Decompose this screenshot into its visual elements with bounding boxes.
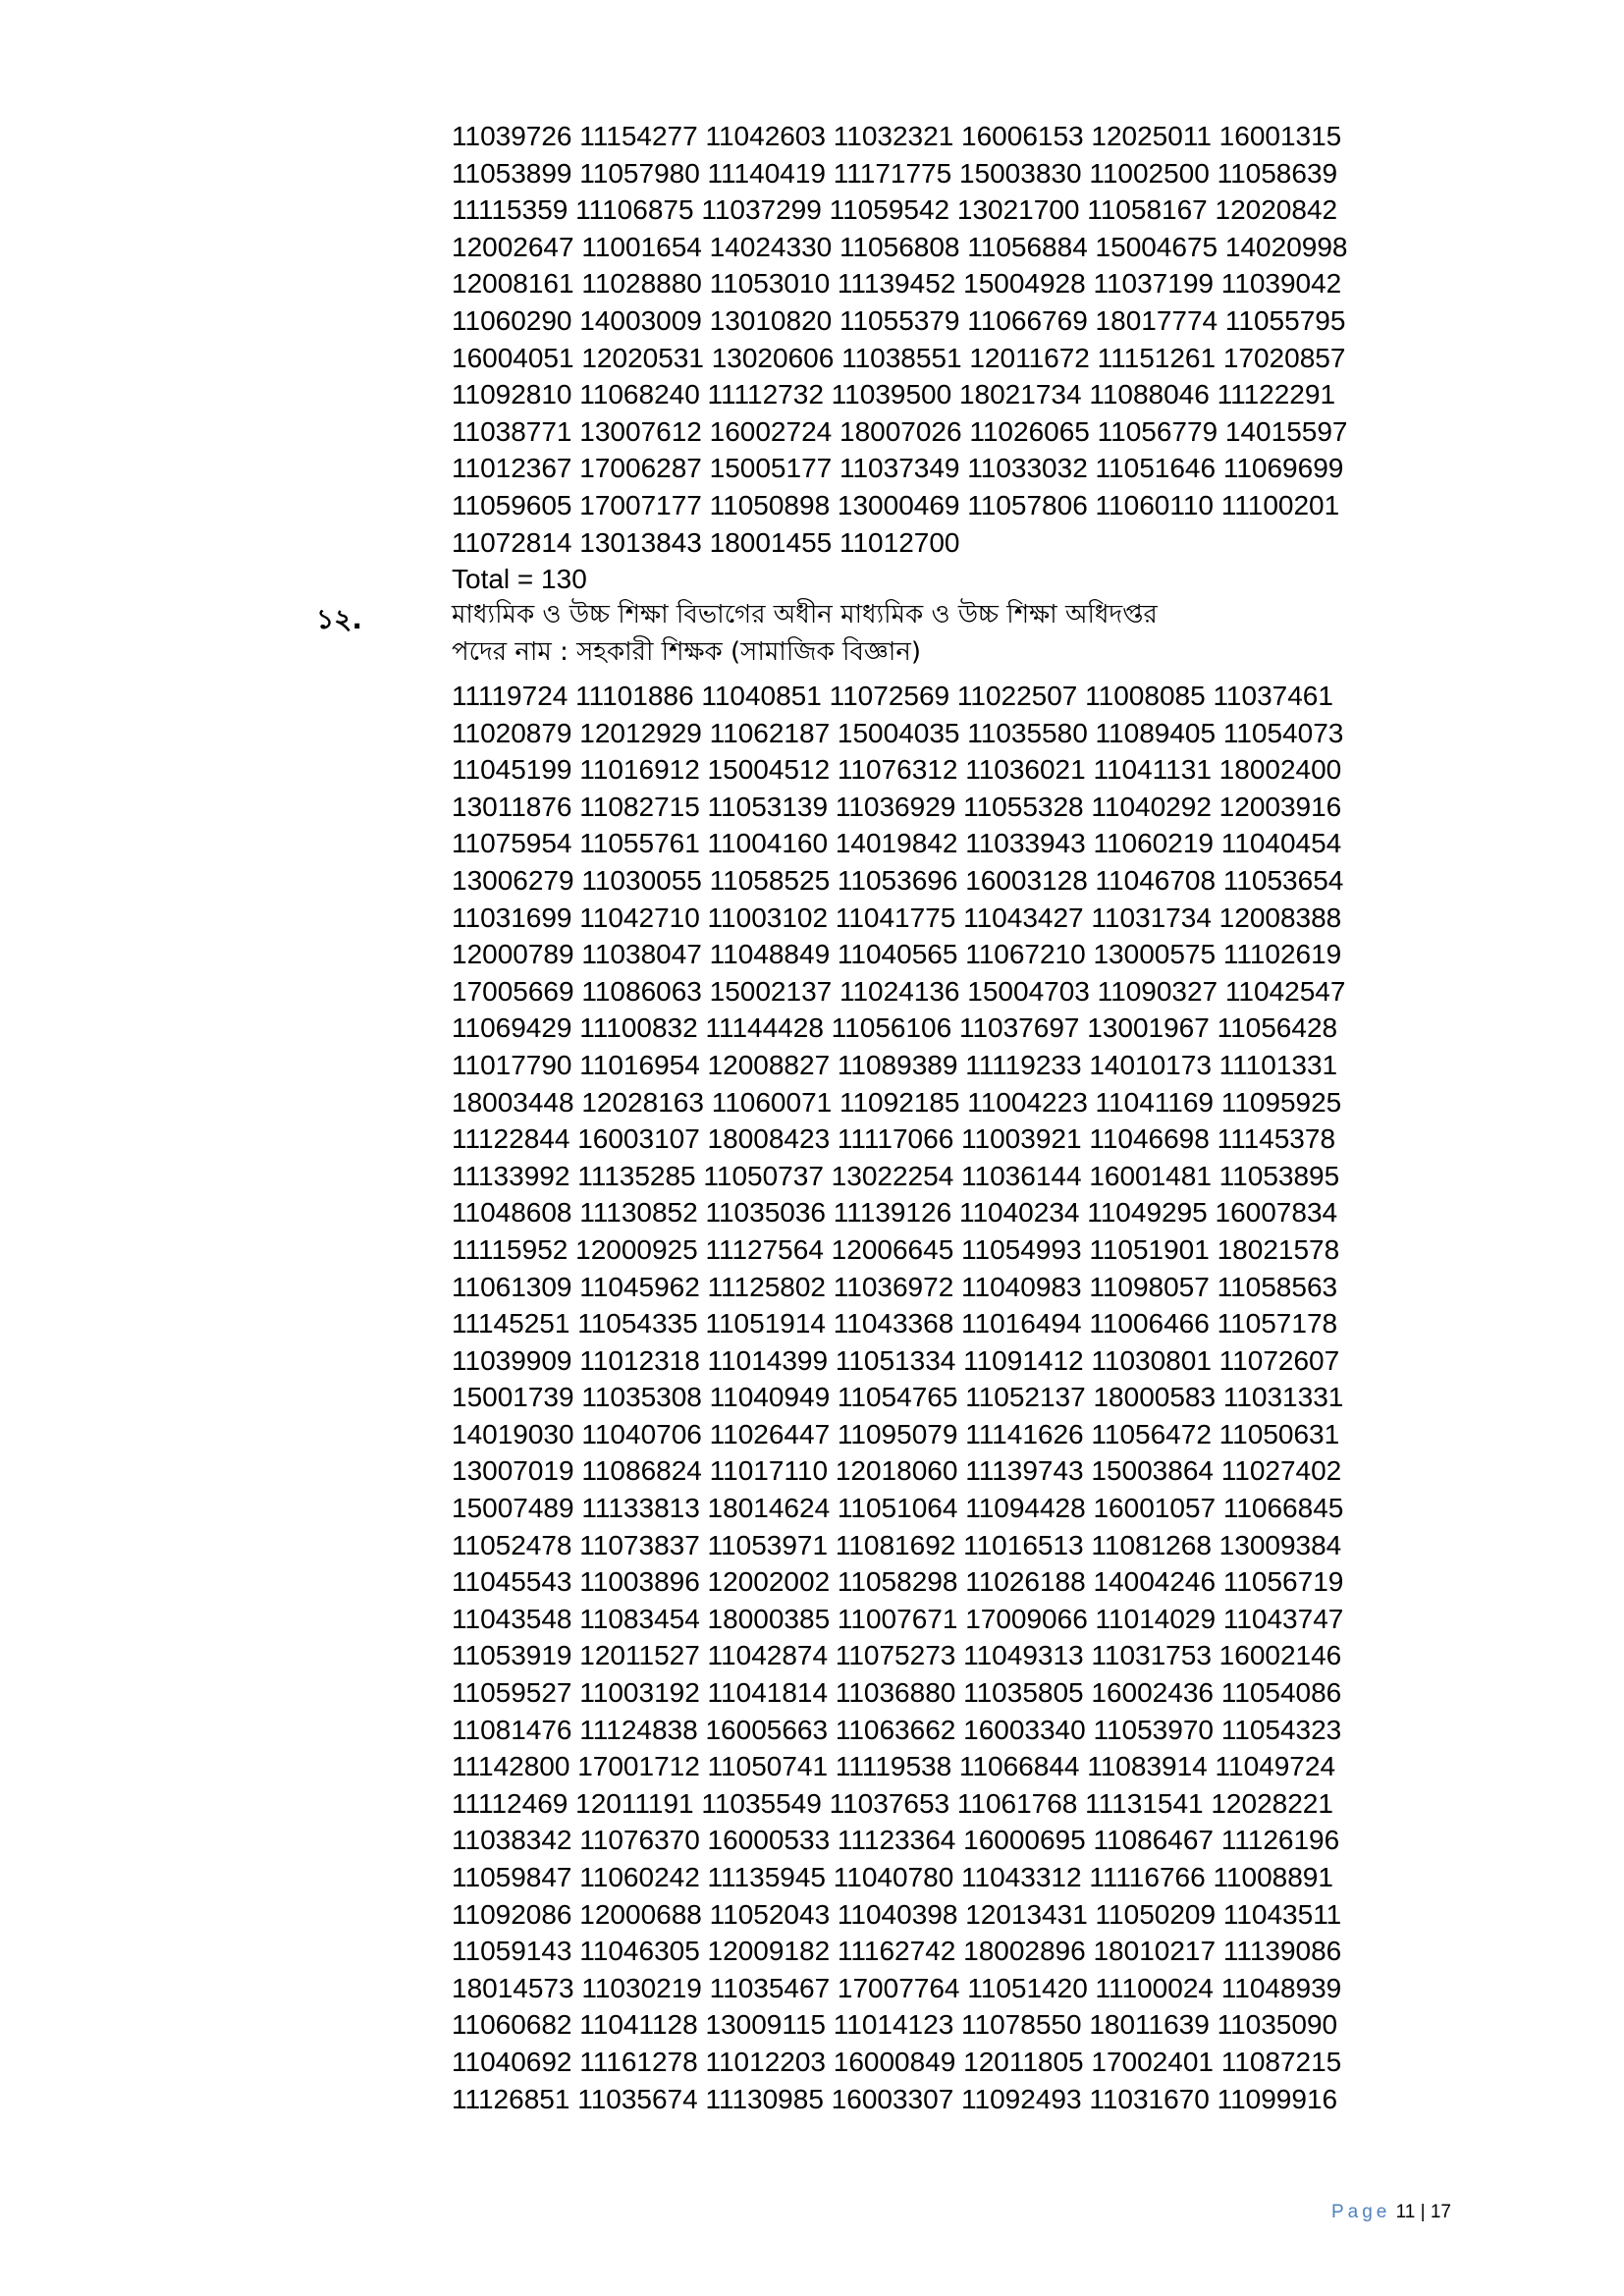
roll-number-line: 11092086 12000688 11052043 11040398 12013431 11050209 11043511 <box>452 1898 1342 1930</box>
roll-number-line: 13011876 11082715 11053139 11036929 11055328 11040292 12003916 <box>452 791 1342 822</box>
roll-number-line: 11039909 11012318 11014399 11051334 11091412 11030801 11072607 <box>452 1344 1340 1376</box>
roll-number-line: 12008161 11028880 11053010 11139452 15004928 11037199 11039042 <box>452 268 1342 300</box>
roll-number-line: 11053919 12011527 11042874 11075273 11049313 11031753 16002146 <box>452 1640 1342 1671</box>
roll-number-line: 11059527 11003192 11041814 11036880 11035805 16002436 11054086 <box>452 1677 1342 1709</box>
roll-number-line: 13007019 11086824 11017110 12018060 11139743 15003864 11027402 <box>452 1455 1342 1487</box>
roll-number-line: 11045199 11016912 15004512 11076312 11036021 11041131 18002400 <box>452 754 1342 786</box>
post-name-heading: পদের নাম : সহকারী শিক্ষক (সামাজিক বিজ্ঞান) <box>452 637 922 667</box>
roll-number-line: 11115359 11106875 11037299 11059542 13021700 11058167 12020842 <box>452 194 1338 226</box>
roll-number-line: 11040692 11161278 11012203 16000849 12011805 17002401 11087215 <box>452 2046 1342 2077</box>
roll-number-line: 11061309 11045962 11125802 11036972 11040983 11098057 11058563 <box>452 1271 1338 1302</box>
roll-number-line: 11075954 11055761 11004160 14019842 11033943 11060219 11040454 <box>452 828 1342 859</box>
roll-number-line: 11012367 17006287 15005177 11037349 11033032 11051646 11069699 <box>452 453 1344 484</box>
roll-number-line: 11060682 11041128 13009115 11014123 11078550 18011639 11035090 <box>452 2009 1338 2041</box>
roll-number-line: 11059847 11060242 11135945 11040780 11043312 11116766 11008891 <box>452 1862 1333 1892</box>
roll-number-line: 11043548 11083454 18000385 11007671 17009066 11014029 11043747 <box>452 1603 1344 1634</box>
roll-number-line: 11133992 11135285 11050737 13022254 11036144 16001481 11053895 <box>452 1160 1340 1191</box>
roll-number-line: 11092810 11068240 11112732 11039500 18021734 11088046 11122291 <box>452 379 1336 410</box>
roll-number-line: 14019030 11040706 11026447 11095079 11141626 11056472 11050631 <box>452 1418 1340 1449</box>
roll-number-line: 11145251 11054335 11051914 11043368 11016494 11006466 11057178 <box>452 1308 1338 1339</box>
page-footer <box>1331 2202 1451 2223</box>
roll-number-line: 11112469 12011191 11035549 11037653 11061768 11131541 12028221 <box>452 1787 1333 1819</box>
department-heading: মাধ্যমিক ও উচ্চ শিক্ষা বিভাগের অধীন মাধ্যমিক ও উচ্চ শিক্ষা অধিদপ্তর <box>452 600 1158 629</box>
roll-number-line: 15007489 11133813 18014624 11051064 11094428 16001057 11066845 <box>452 1493 1344 1524</box>
roll-number-line: 12000789 11038047 11048849 11040565 11067210 13000575 11102619 <box>452 939 1342 970</box>
section-number: ১২. <box>316 603 363 635</box>
roll-number-list-block-2 <box>452 678 1414 2117</box>
roll-number-line: 11119724 11101886 11040851 11072569 11022507 11008085 11037461 <box>452 681 1333 711</box>
roll-number-line: 15001739 11035308 11040949 11054765 11052137 18000583 11031331 <box>452 1382 1344 1413</box>
roll-number-line: 11072814 13013843 18001455 11012700 <box>452 526 960 558</box>
roll-number-line: 16004051 12020531 13020606 11038551 12011672 11151261 17020857 <box>452 342 1346 373</box>
roll-number-line: 11053899 11057980 11140419 11171775 15003830 11002500 11058639 <box>452 157 1338 189</box>
roll-number-line: 11031699 11042710 11003102 11041775 11043427 11031734 12008388 <box>452 902 1342 933</box>
roll-number-line: 11060290 14003009 13010820 11055379 11066769 18017774 11055795 <box>452 304 1346 336</box>
roll-number-line: 11069429 11100832 11144428 11056106 11037697 13001967 11056428 <box>452 1012 1338 1044</box>
roll-number-line: 13006279 11030055 11058525 11053696 16003128 11046708 11053654 <box>452 864 1344 896</box>
total-count: Total = 130 <box>452 564 587 595</box>
roll-number-line: 11052478 11073837 11053971 11081692 11016513 11081268 13009384 <box>452 1529 1342 1560</box>
roll-number-line: 11122844 16003107 18008423 11117066 11003921 11046698 11145378 <box>452 1123 1336 1155</box>
roll-number-line: 18003448 12028163 11060071 11092185 11004223 11041169 11095925 <box>452 1086 1342 1118</box>
footer-page-number: 11 | 17 <box>1395 2202 1451 2222</box>
roll-number-line: 12002647 11001654 14024330 11056808 11056884 15004675 14020998 <box>452 231 1348 262</box>
roll-number-line: 11039726 11154277 11042603 11032321 16006153 12025011 16001315 <box>452 121 1342 151</box>
roll-number-list-block-1 <box>452 118 1414 598</box>
roll-number-line: 11115952 12000925 11127564 12006645 11054993 11051901 18021578 <box>452 1233 1340 1265</box>
roll-number-line: 11017790 11016954 12008827 11089389 11119233 14010173 11101331 <box>452 1049 1338 1080</box>
roll-number-line: 11020879 12012929 11062187 15004035 11035580 11089405 11054073 <box>452 717 1344 748</box>
roll-number-line: 11059605 17007177 11050898 13000469 11057806 11060110 11100201 <box>452 489 1340 520</box>
roll-number-line: 11059143 11046305 12009182 11162742 18002896 18010217 11139086 <box>452 1936 1342 1967</box>
footer-page-label: Page <box>1330 2202 1391 2222</box>
roll-number-line: 11038342 11076370 16000533 11123364 16000695 11086467 11126196 <box>452 1825 1340 1856</box>
roll-number-line: 18014573 11030219 11035467 17007764 11051420 11100024 11048939 <box>452 1972 1342 2003</box>
roll-number-line: 11048608 11130852 11035036 11139126 11040234 11049295 16007834 <box>452 1197 1338 1229</box>
roll-number-line: 11081476 11124838 16005663 11063662 16003340 11053970 11054323 <box>452 1714 1342 1745</box>
roll-number-line: 11142800 17001712 11050741 11119538 11066844 11083914 11049724 <box>452 1751 1336 1782</box>
roll-number-line: 11038771 13007612 16002724 18007026 11026065 11056779 14015597 <box>452 415 1348 447</box>
roll-number-line: 11126851 11035674 11130985 16003307 11092493 11031670 11099916 <box>452 2083 1338 2114</box>
roll-number-line: 11045543 11003896 12002002 11058298 11026188 14004246 11056719 <box>452 1566 1344 1598</box>
roll-number-line: 17005669 11086063 15002137 11024136 15004703 11090327 11042547 <box>452 975 1346 1007</box>
